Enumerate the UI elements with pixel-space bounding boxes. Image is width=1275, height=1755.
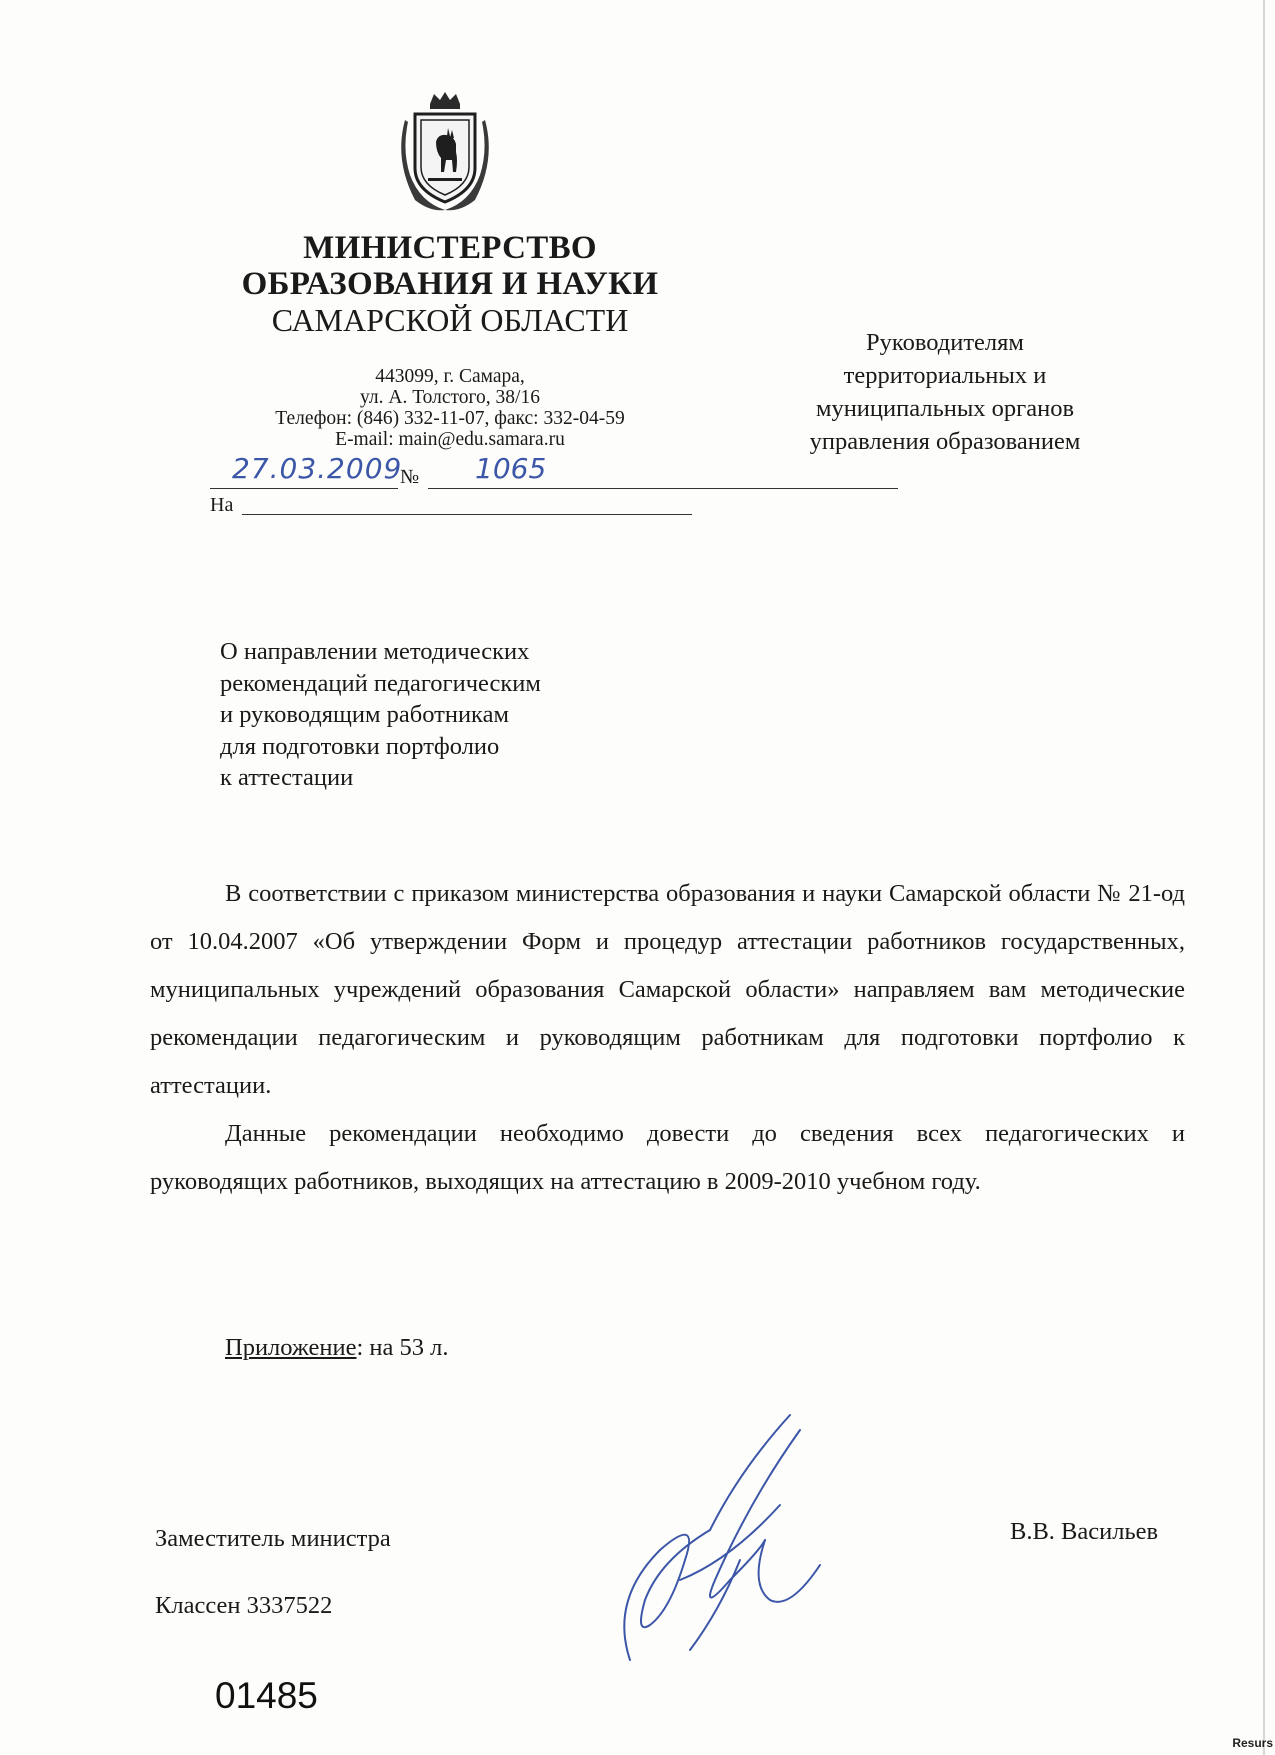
date-underline xyxy=(210,488,398,489)
scan-edge xyxy=(1263,0,1265,1755)
body-paragraph-2: Данные рекомендации необходимо довести до сведения всех педагогических и руководящих работников, выходящих на аттестацию в 2009-2010 учебном году. xyxy=(150,1120,1185,1195)
samara-coat-of-arms-icon xyxy=(390,90,500,215)
recipient-block xyxy=(745,326,1145,458)
registration-date: 27.03.2009 xyxy=(232,452,403,485)
ministry-line-1: МИНИСТЕРСТВО xyxy=(303,230,597,266)
letter-body xyxy=(150,870,1185,1206)
number-label: № xyxy=(400,466,420,488)
subject-line-3: и руководящим работникам xyxy=(220,701,509,728)
recipient-line-1: Руководителям xyxy=(866,329,1024,356)
number-underline xyxy=(428,488,898,489)
appendix-text: : на 53 л. xyxy=(356,1334,449,1361)
ministry-line-3: САМАРСКОЙ ОБЛАСТИ xyxy=(271,302,629,338)
watermark: Resurs xyxy=(1232,1736,1273,1750)
address-line-2: ул. А. Толстого, 38/16 xyxy=(360,387,540,408)
appendix-line xyxy=(225,1334,449,1362)
subject-line-2: рекомендаций педагогическим xyxy=(220,669,541,697)
body-paragraph-1: В соответствии с приказом министерства образования и науки Самарской области № 21-од от 10.04.2007 «Об утверждении Форм и процедур аттестации работников государственных, муниципальных учреждений образования Самарской области» направляем вам методические рекомендации педагогическим и руководящим работникам для подготовки портфолио к аттестации. xyxy=(150,880,1185,1099)
registration-number: 1065 xyxy=(475,452,547,485)
email-line: E-mail: main@edu.samara.ru xyxy=(335,429,565,450)
executor-contact: Классен 3337522 xyxy=(155,1592,333,1619)
ministry-address xyxy=(200,366,700,450)
ministry-title xyxy=(200,230,700,338)
in-reply-label: На xyxy=(210,494,234,516)
stamp-number: 01485 xyxy=(215,1675,318,1716)
phone-line: Телефон: (846) 332-11-07, факс: 332-04-59 xyxy=(275,408,625,429)
signer-position: Заместитель министра xyxy=(155,1525,391,1552)
subject-line-5: к аттестации xyxy=(220,764,354,791)
recipient-line-4: управления образованием xyxy=(809,428,1081,455)
ministry-line-2: ОБРАЗОВАНИЯ И НАУКИ xyxy=(241,266,659,302)
appendix-label: Приложение xyxy=(225,1334,357,1361)
in-reply-underline xyxy=(242,514,692,515)
address-line-1: 443099, г. Самара, xyxy=(375,366,525,387)
letter-subject xyxy=(220,636,680,794)
recipient-line-3: муниципальных органов xyxy=(815,395,1075,422)
recipient-line-2: территориальных и xyxy=(843,362,1047,389)
in-reply-line xyxy=(210,494,690,517)
registration-line xyxy=(210,452,690,488)
subject-line-1: О направлении методических xyxy=(220,638,530,665)
signer-name: В.В. Васильев xyxy=(1010,1518,1159,1545)
subject-line-4: для подготовки портфолио xyxy=(220,732,500,760)
handwritten-signature-icon xyxy=(590,1410,870,1670)
